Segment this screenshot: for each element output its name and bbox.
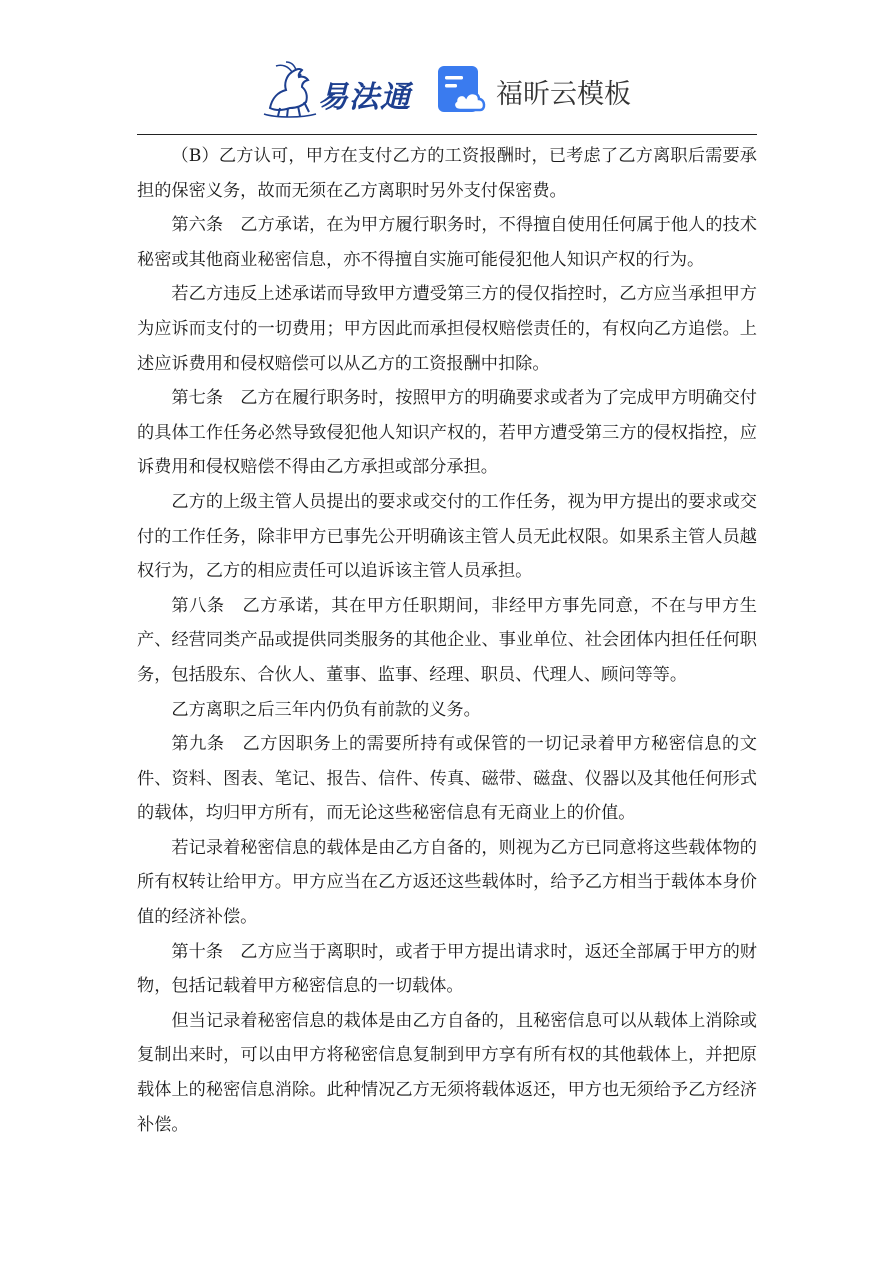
paragraph-b-clause: （B）乙方认可，甲方在支付乙方的工资报酬时，已考虑了乙方离职后需要承担的保密义务，故而无须在乙方离职时另外支付保密费。 [137, 146, 757, 201]
yifatong-logo-text: 易法通 [318, 80, 411, 115]
horse-emblem-icon [262, 60, 320, 120]
paragraph-article-8-post-employment: 乙方离职之后三年内仍负有前款的义务。 [171, 699, 481, 720]
document-body [137, 139, 757, 1142]
yifatong-logo [262, 60, 422, 120]
cloud-doc-icon [436, 64, 488, 116]
foxit-template-logo [436, 64, 646, 118]
paragraph-article-7-supervisor: 乙方的上级主管人员提出的要求或交付的工作任务，视为甲方提出的要求或交付的工作任务，除非甲方已事先公开明确该主管人员无此权限。如果系主管人员越权行为，乙方的相应责任可以追诉该主管人员承担。 [137, 491, 757, 582]
paragraph-article-10-exception: 但当记录着秘密信息的栽体是由乙方自备的，且秘密信息可以从载体上消除或复制出来时，可以由甲方将秘密信息复制到甲方享有所有权的其他载体上，并把原载体上的秘密信息消除。此种情况乙方无须将载体返还，甲方也无须给予乙方经济补偿。 [137, 1010, 757, 1135]
page-header [0, 0, 893, 130]
paragraph-article-8: 第八条 乙方承诺，其在甲方任职期间，非经甲方事先同意，不在与甲方生产、经营同类产品或提供同类服务的其他企业、事业单位、社会团体内担任任何职务，包括股东、合伙人、董事、监事、经理、职员、代理人、顾问等等。 [137, 595, 757, 685]
paragraph-article-7: 第七条 乙方在履行职务时，按照甲方的明确要求或者为了完成甲方明确交付的具体工作任务必然导致侵犯他人知识产权的，若甲方遭受第三方的侵权指控，应诉费用和侵权赔偿不得由乙方承担或部分承担。 [137, 388, 757, 478]
paragraph-article-9-carrier: 若记录着秘密信息的载体是由乙方自备的，则视为乙方已同意将这些载体物的所有权转让给甲方。甲方应当在乙方返还这些载体时，给予乙方相当于载体本身价值的经济补偿。 [137, 837, 757, 928]
foxit-template-logo-text: 福昕云模板 [496, 79, 631, 110]
paragraph-article-6: 第六条 乙方承诺，在为甲方履行职务时，不得擅自使用任何属于他人的技术秘密或其他商业秘密信息，亦不得擅自实施可能侵犯他人知识产权的行为。 [137, 215, 757, 270]
header-divider [137, 134, 757, 135]
paragraph-article-10: 第十条 乙方应当于离职时，或者于甲方提出请求时，返还全部属于甲方的财物，包括记载着甲方秘密信息的一切载体。 [137, 941, 757, 997]
paragraph-article-6-breach: 若乙方违反上述承诺而导致甲方遭受第三方的侵仅指控时，乙方应当承担甲方为应诉而支付的一切费用；甲方因此而承担侵权赔偿责任的，有权向乙方追偿。上述应诉费用和侵权赔偿可以从乙方的工资报酬中扣除。 [137, 284, 757, 374]
paragraph-article-9: 第九条 乙方因职务上的需要所持有或保管的一切记录着甲方秘密信息的文件、资料、图表、笔记、报告、信件、传真、磁带、磁盘、仪器以及其他任何形式的载体，均归甲方所有，而无论这些秘密信息有无商业上的价值。 [137, 734, 757, 824]
